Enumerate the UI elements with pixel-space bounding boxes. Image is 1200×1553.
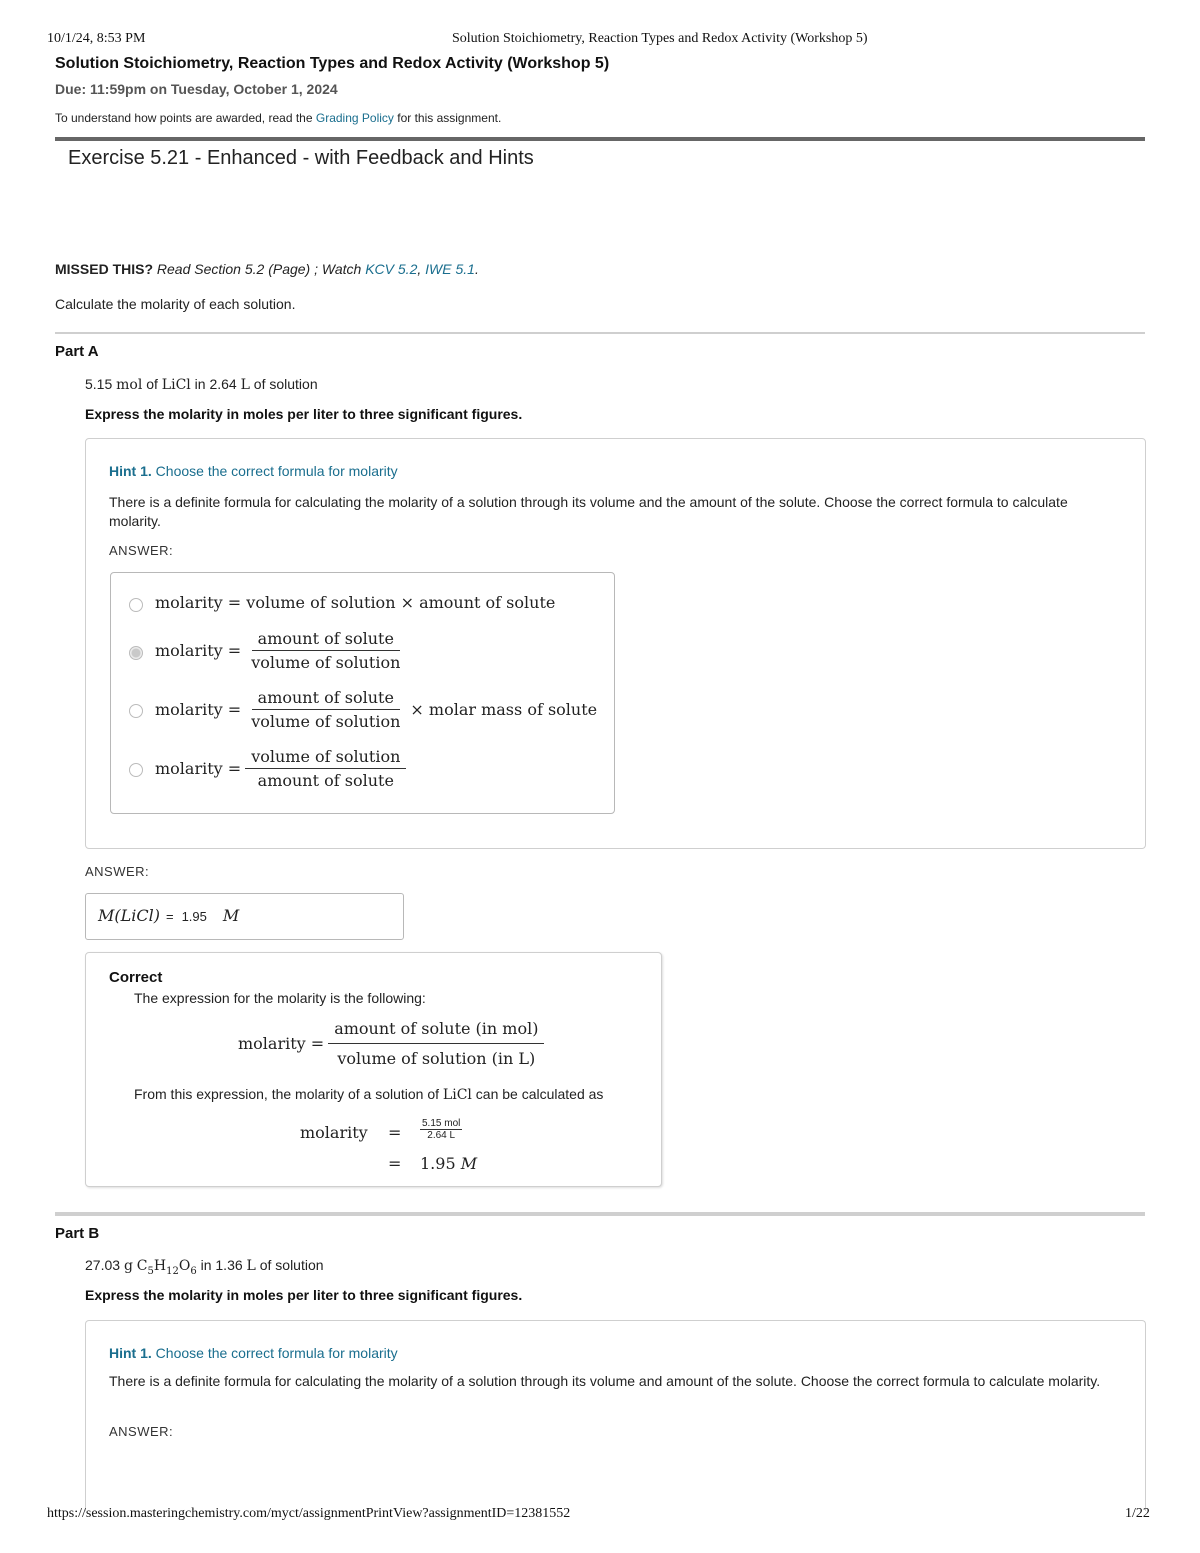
header-divider xyxy=(55,137,1145,141)
part-a-options-box xyxy=(110,572,615,814)
option-4-formula[interactable] xyxy=(155,747,410,790)
feedback-line2-pre: From this expression, the molarity of a solution of xyxy=(134,1086,440,1102)
feedback-line1: The expression for the molarity is the following: xyxy=(134,990,426,1006)
part-a-unit-mol: mol xyxy=(116,377,143,393)
missed-read: Read Section 5.2 (Page) ; Watch xyxy=(156,261,362,277)
part-b-in: in xyxy=(200,1257,212,1273)
part-b-hint-title-row[interactable] xyxy=(109,1345,398,1361)
exercise-prompt: Calculate the molarity of each solution. xyxy=(55,296,296,312)
feedback-line2 xyxy=(134,1086,603,1103)
option-3-formula[interactable] xyxy=(155,688,597,731)
missed-end: . xyxy=(474,261,479,277)
option-3-tail: × molar mass of solute xyxy=(410,700,598,719)
part-b-hint-box xyxy=(85,1320,1146,1511)
footer-page: 1/22 xyxy=(1125,1506,1150,1521)
part-a-question xyxy=(85,376,318,393)
part-a-of: of xyxy=(146,376,158,392)
part-b-divider xyxy=(55,1212,1145,1216)
part-a-answer-lhs: M(LiCl) xyxy=(98,906,160,925)
print-datetime: 10/1/24, 8:53 PM xyxy=(47,31,146,46)
option-4-num: volume of solution xyxy=(245,747,406,769)
part-a-of-solution: of solution xyxy=(253,376,318,392)
calc-lhs: molarity xyxy=(300,1123,368,1142)
part-a-label: Part A xyxy=(55,343,99,360)
option-4-den: amount of solute xyxy=(257,771,394,790)
part-a-unit-l: L xyxy=(240,377,250,393)
policy-prefix: To understand how points are awarded, read the xyxy=(55,111,313,125)
option-1-lhs: molarity = xyxy=(155,593,242,612)
feedback-num: amount of solute (in mol) xyxy=(328,1019,544,1044)
part-a-answer-row xyxy=(98,906,239,925)
calc-result-value: 1.95 xyxy=(420,1154,456,1173)
print-doc-title: Solution Stoichiometry, Reaction Types and Redox Activity (Workshop 5) xyxy=(452,31,868,46)
part-a-hint-number: Hint 1. xyxy=(109,463,152,479)
part-b-unit-l: L xyxy=(246,1258,256,1274)
part-a-hint-answer-label: ANSWER: xyxy=(109,543,174,558)
missed-label: MISSED THIS? xyxy=(55,261,154,277)
part-b-instruction: Express the molarity in moles per liter to three significant figures. xyxy=(85,1287,523,1303)
calc-eq2: = xyxy=(388,1154,402,1173)
part-b-question xyxy=(85,1257,324,1277)
option-2-lhs: molarity = xyxy=(155,641,242,660)
option-1-expr: volume of solution × amount of solute xyxy=(246,593,556,612)
option-1-radio[interactable] xyxy=(129,598,143,612)
policy-suffix: for this assignment. xyxy=(397,111,502,125)
part-a-divider xyxy=(55,332,1145,334)
part-a-instruction: Express the molarity in moles per liter to three significant figures. xyxy=(85,406,523,422)
part-a-answer-value[interactable]: 1.95 xyxy=(181,909,207,924)
feedback-heading: Correct xyxy=(109,969,163,986)
part-a-in: in xyxy=(194,376,206,392)
due-date: Due: 11:59pm on Tuesday, October 1, 2024 xyxy=(55,81,338,97)
part-b-hint-title: Choose the correct formula for molarity xyxy=(155,1345,398,1361)
part-b-compound: $C_5H_{12}O_6$ xyxy=(136,1258,197,1277)
part-b-label: Part B xyxy=(55,1225,100,1242)
part-a-hint-title-row[interactable] xyxy=(109,463,398,479)
option-3-radio[interactable] xyxy=(129,704,143,718)
part-a-answer-unit: M xyxy=(222,906,240,925)
option-3-den: volume of solution xyxy=(251,712,401,731)
assignment-title: Solution Stoichiometry, Reaction Types and Redox Activity (Workshop 5) xyxy=(55,55,610,72)
feedback-line2-compound: LiCl xyxy=(442,1087,472,1103)
option-2-num: amount of solute xyxy=(252,629,400,651)
grading-policy-line xyxy=(55,111,501,125)
calc-eq1: = xyxy=(388,1123,402,1142)
part-a-answer-eq: = xyxy=(165,909,174,924)
missed-sep: , xyxy=(417,261,422,277)
part-a-amount: 5.15 xyxy=(85,376,113,392)
option-2-den: volume of solution xyxy=(251,653,401,672)
option-3-lhs: molarity = xyxy=(155,700,242,719)
feedback-line2-post: can be calculated as xyxy=(475,1086,604,1102)
part-a-answer-box xyxy=(85,893,404,940)
part-b-hint-number: Hint 1. xyxy=(109,1345,152,1361)
iwe-link[interactable]: IWE 5.1 xyxy=(425,261,475,277)
feedback-fraction xyxy=(328,1019,544,1068)
grading-policy-link[interactable]: Grading Policy xyxy=(315,111,394,125)
part-a-hint-title: Choose the correct formula for molarity xyxy=(155,463,398,479)
part-b-hint-answer-label: ANSWER: xyxy=(109,1424,174,1439)
feedback-den: volume of solution (in L) xyxy=(337,1049,536,1068)
part-a-answer-label: ANSWER: xyxy=(85,864,150,879)
calc-num: 5.15 mol xyxy=(422,1118,461,1129)
option-3-num: amount of solute xyxy=(252,688,400,710)
kcv-link[interactable]: KCV 5.2 xyxy=(365,261,418,277)
footer-url: https://session.masteringchemistry.com/myct/assignmentPrintView?assignmentID=12381552 xyxy=(47,1506,571,1521)
option-1-formula[interactable] xyxy=(155,593,555,612)
exercise-title: Exercise 5.21 - Enhanced - with Feedback and Hints xyxy=(68,147,534,169)
part-b-unit-g: g xyxy=(123,1258,133,1274)
calc-result-unit: M xyxy=(460,1154,478,1173)
option-2-radio[interactable] xyxy=(129,646,143,660)
calc-result xyxy=(420,1154,477,1173)
option-3-fraction xyxy=(245,688,406,731)
part-a-compound: LiCl xyxy=(161,377,191,393)
option-2-fraction xyxy=(245,629,406,672)
missed-this-line xyxy=(55,261,479,277)
option-2-formula[interactable] xyxy=(155,629,410,672)
part-b-of-solution: of solution xyxy=(259,1257,324,1273)
option-4-radio[interactable] xyxy=(129,763,143,777)
part-a-hint-text: There is a definite formula for calculating the molarity of a solution through its volume and the amount of the solute. Choose the correct formula to calculate molarity. xyxy=(109,494,1068,529)
part-a-feedback-box xyxy=(85,952,662,1187)
feedback-lhs: molarity = xyxy=(238,1034,325,1053)
feedback-formula xyxy=(238,1019,548,1068)
calc-den: 2.64 L xyxy=(427,1130,456,1141)
part-b-volume: 1.36 xyxy=(215,1257,243,1273)
part-a-hint-box xyxy=(85,438,1146,849)
part-b-hint-text: There is a definite formula for calculating the molarity of a solution through its volume and amount of the solute. Choose the correct formula to calculate molarity. xyxy=(109,1373,1101,1389)
calc-fraction xyxy=(420,1118,462,1141)
part-b-amount: 27.03 xyxy=(85,1257,121,1273)
option-4-fraction xyxy=(245,747,406,790)
part-a-volume: 2.64 xyxy=(209,376,237,392)
option-4-lhs: molarity = xyxy=(155,759,242,778)
